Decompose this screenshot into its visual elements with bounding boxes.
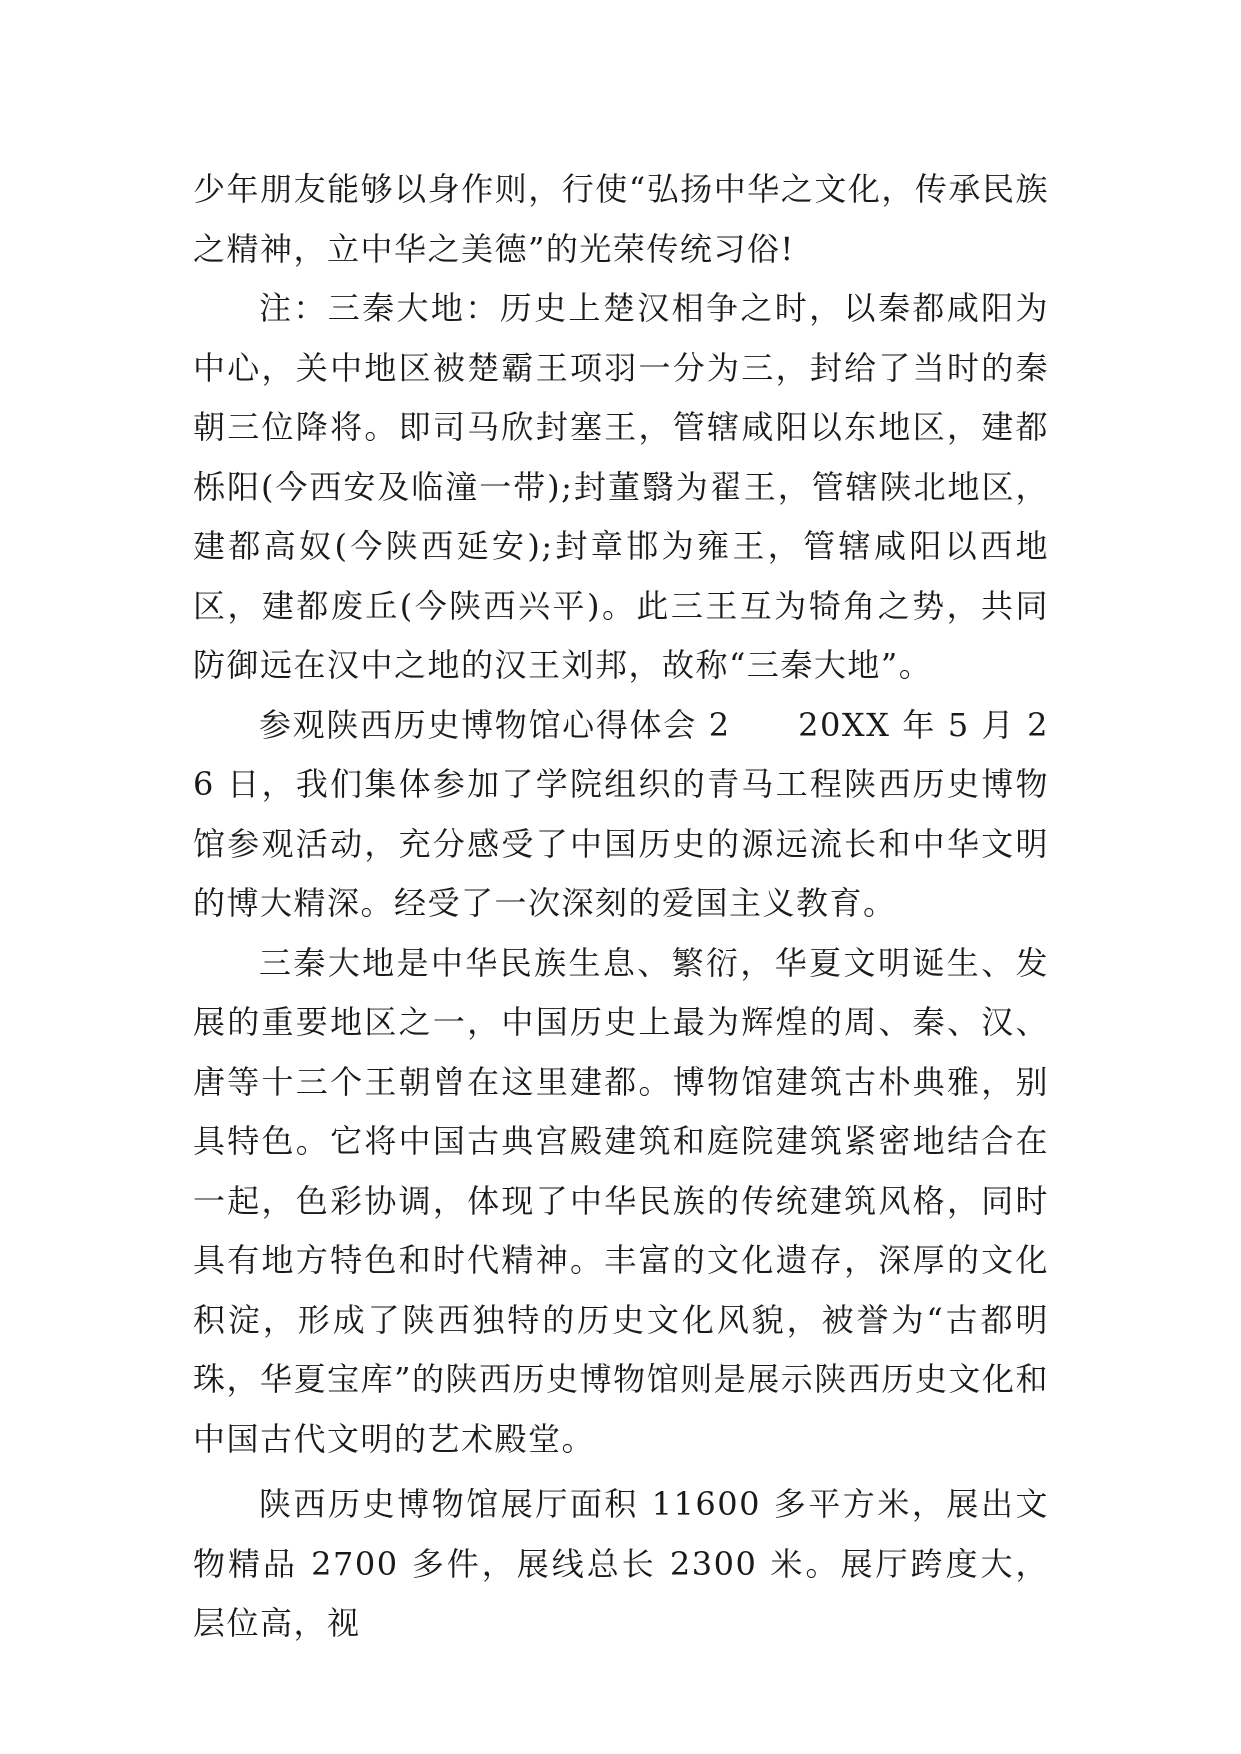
paragraph-note-sanqin: 注：三秦大地：历史上楚汉相争之时，以秦都咸阳为中心，关中地区被楚霸王项羽一分为三，封给了当时的秦朝三位降将。即司马欣封塞王，管辖咸阳以东地区，建都栎阳(今西安及临潼一带);封董翳为翟王，管辖陕北地区，建都高奴(今陕西延安);封章邯为雍王，管辖咸阳以西地区，建都废丘(今陕西兴平)。此三王互为犄角之势，共同防御远在汉中之地的汉王刘邦，故称“三秦大地”。 bbox=[193, 289, 1049, 684]
paragraph-visit-intro: 参观陕西历史博物馆心得体会 2 20XX 年 5 月 26 日，我们集体参加了学院组织的青马工程陕西历史博物馆参观活动，充分感受了中国历史的源远流长和中华文明的博大精深。经受了一次深刻的爱国主义教育。 bbox=[193, 705, 1049, 922]
paragraph-sanqin-land: 三秦大地是中华民族生息、繁衍，华夏文明诞生、发展的重要地区之一，中国历史上最为辉煌的周、秦、汉、唐等十三个王朝曾在这里建都。博物馆建筑古朴典雅，别具特色。它将中国古典宫殿建筑和庭院建筑紧密地结合在一起，色彩协调，体现了中华民族的传统建筑风格，同时具有地方特色和时代精神。丰富的文化遗存，深厚的文化积淀，形成了陕西独特的历史文化风貌，被誉为“古都明珠，华夏宝库”的陕西历史博物馆则是展示陕西历史文化和中国古代文明的艺术殿堂。 bbox=[193, 943, 1049, 1458]
document-body bbox=[193, 160, 1049, 1654]
paragraph-museum-stats: 陕西历史博物馆展厅面积 11600 多平方米，展出文物精品 2700 多件，展线总长 2300 米。展厅跨度大，层位高，视 bbox=[193, 1485, 1049, 1642]
paragraph-continuation: 少年朋友能够以身作则，行使“弘扬中华之文化，传承民族之精神，立中华之美德”的光荣传统习俗! bbox=[193, 170, 1049, 268]
